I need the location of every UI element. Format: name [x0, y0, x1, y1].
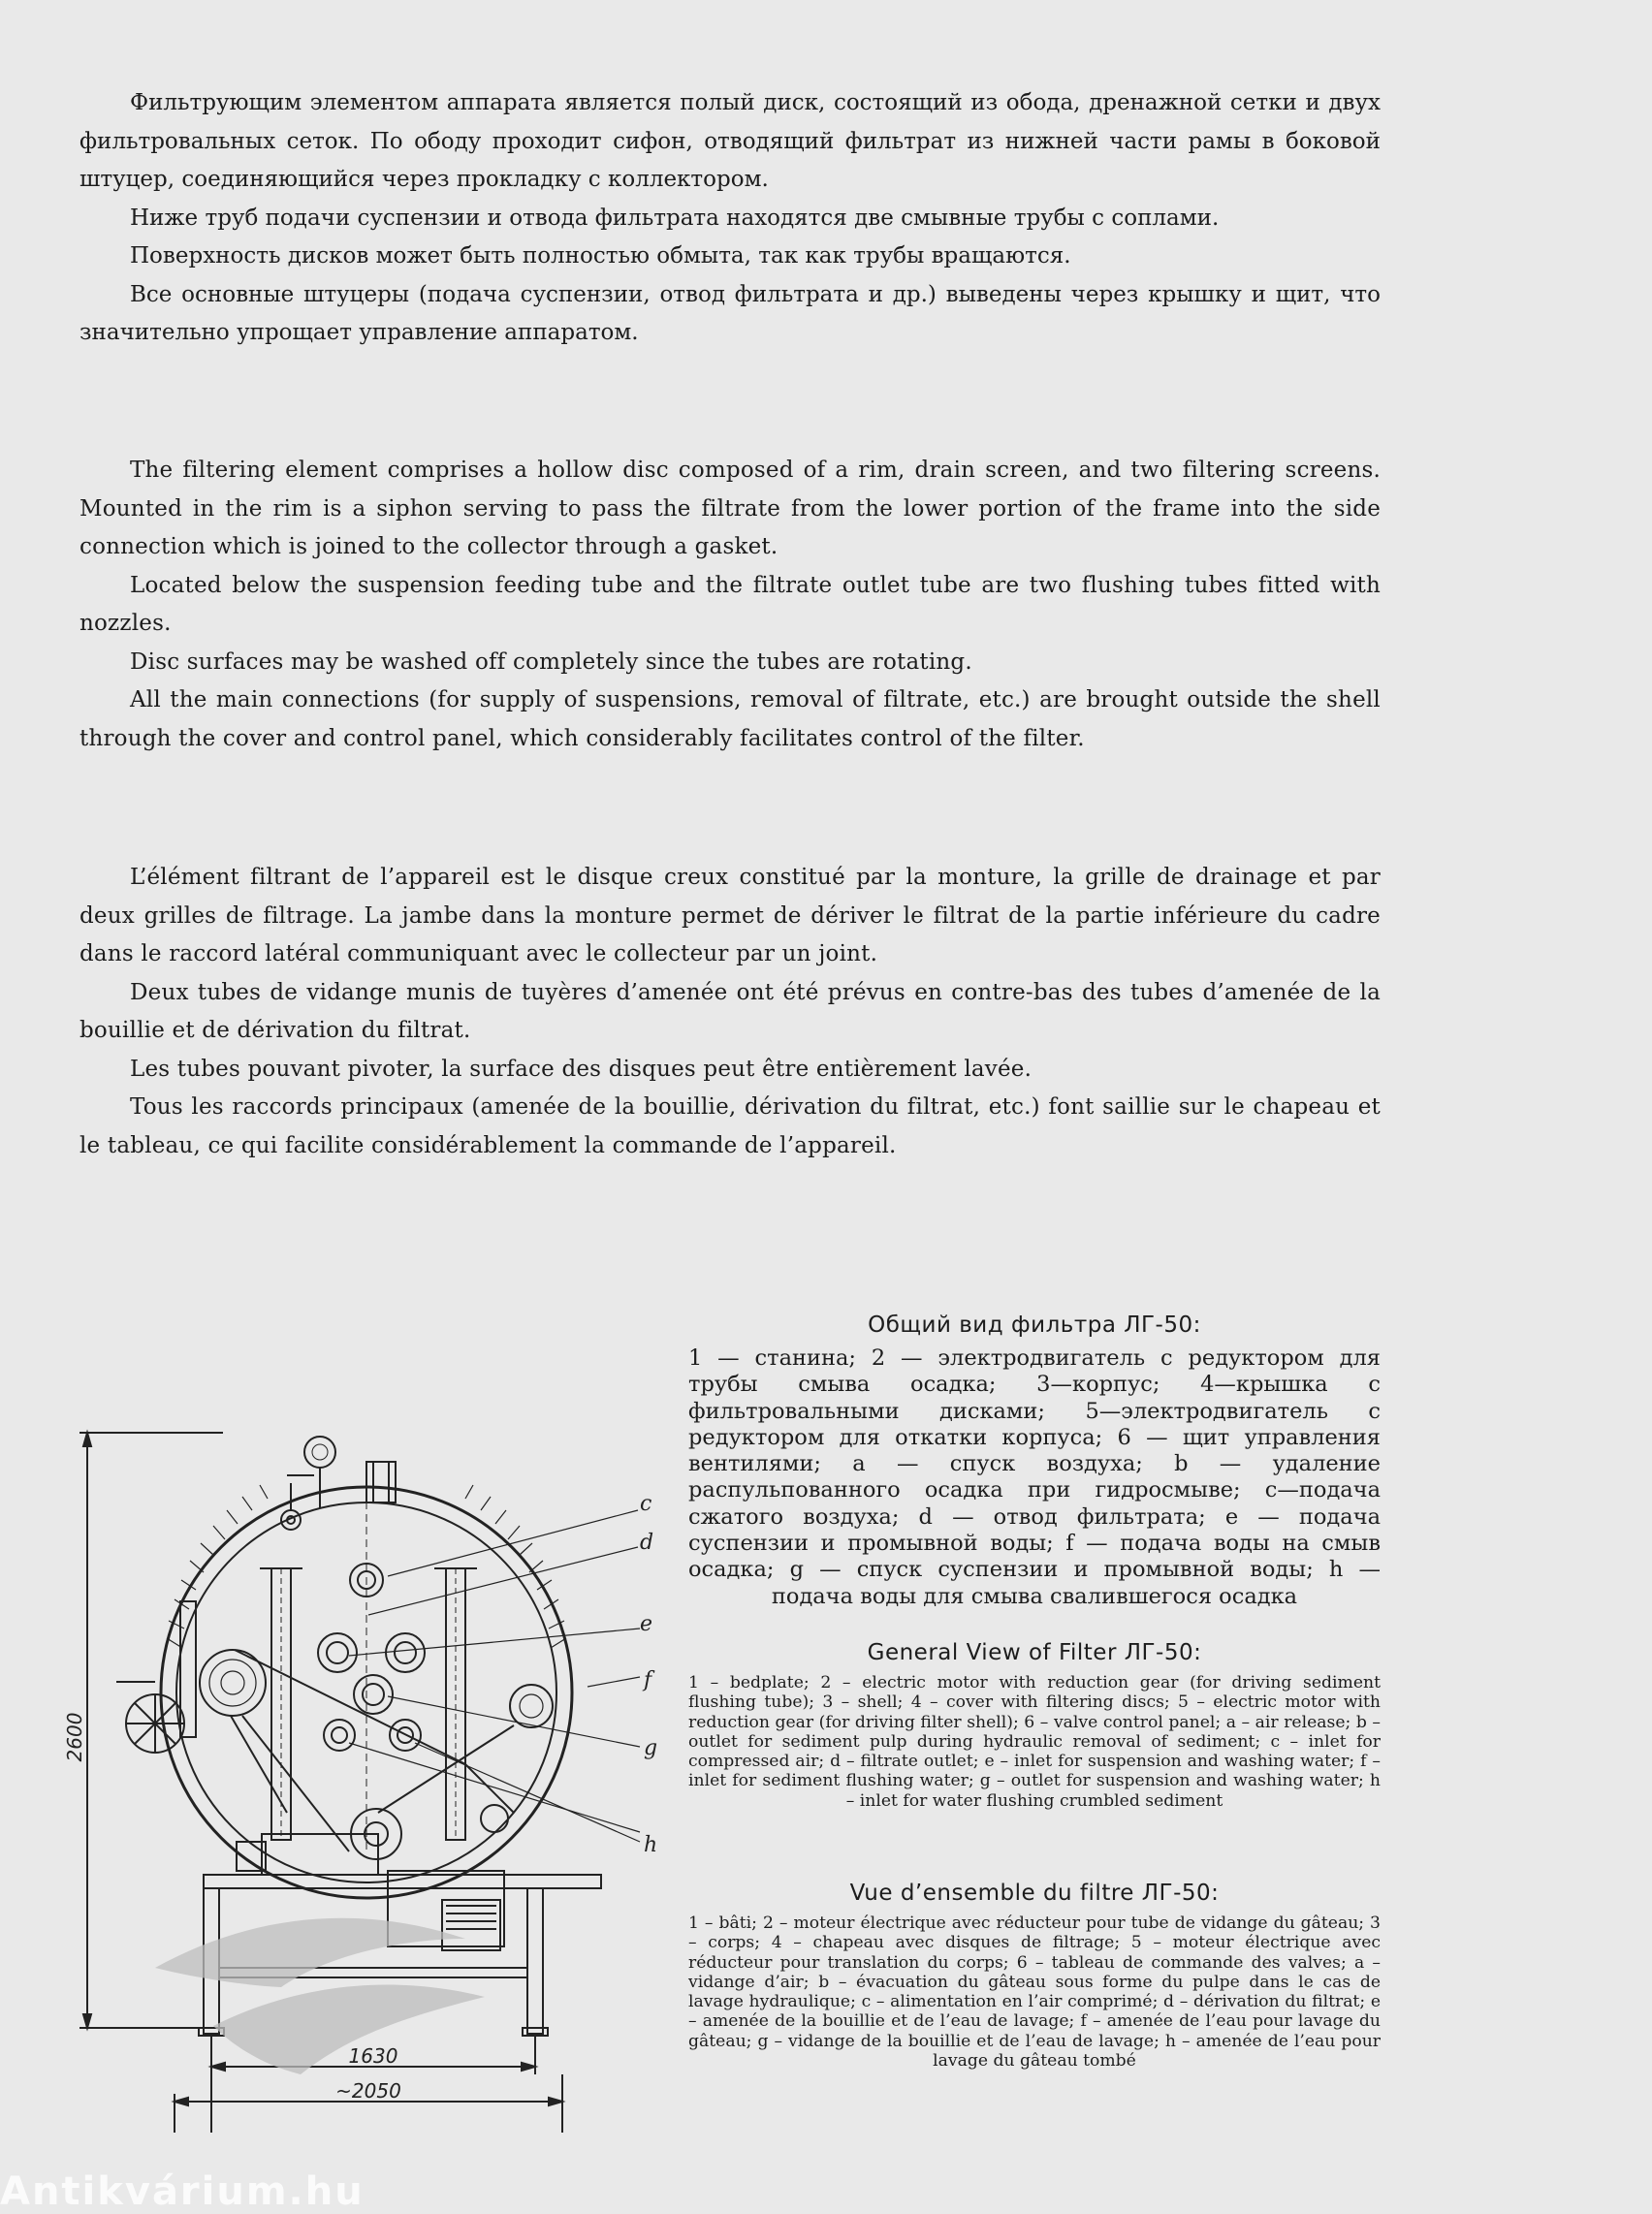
dimension-height: 2600	[63, 1712, 86, 1762]
paragraph: Все основные штуцеры (подача суспензии, отвод фильтрата и др.) выведены через крышку и щит, что значительно упрощает управление аппаратом.	[79, 281, 1381, 345]
nozzle-g-left	[324, 1720, 355, 1751]
filter-technical-drawing	[58, 1396, 679, 2133]
caption-title: Общий вид фильтра ЛГ-50:	[868, 1313, 1201, 1338]
watermark: Antikvárium.hu	[0, 2169, 365, 2214]
caption-body: 1 — станина; 2 — электродвигатель с редуктором для трубы смыва осадка; 3—корпус; 4—крышка с фильтровальными дисками; 5—электродвигатель с редуктором для откатки корпуса; 6 — щит управления вентилями; a — спуск воздуха; b — удаление распульпованного осадка при гидросмыве; c—подача сжатого воздуха; d — отвод фильтрата; e — подача суспензии и промывной воды; f — подача воды на смыв осадка; g — спуск суспензии и промывной воды; h — подача воды для смыва свалившегося осадка	[688, 1345, 1381, 1609]
caption-french	[688, 1881, 1381, 2071]
paragraph: Disc surfaces may be washed off completely since the tubes are rotating.	[130, 648, 972, 675]
nozzle-f	[354, 1675, 393, 1714]
caption-russian	[688, 1313, 1381, 1610]
french-text-block	[79, 859, 1381, 1165]
label-e: e	[640, 1612, 653, 1636]
paragraph: All the main connections (for supply of suspensions, removal of filtrate, etc.) are brought outside the shell through the cover and control panel, which considerably facilitates control of the filter.	[79, 687, 1381, 751]
label-g: g	[644, 1736, 658, 1760]
nozzle-e-right	[386, 1633, 425, 1672]
frame-leg-right	[527, 1888, 543, 2034]
paragraph: Les tubes pouvant pivoter, la surface des disques peut être entièrement lavée.	[130, 1056, 1032, 1082]
caption-title: General View of Filter ЛГ-50:	[867, 1640, 1202, 1665]
top-flange	[366, 1462, 396, 1502]
label-d: d	[640, 1531, 654, 1555]
label-c: c	[640, 1492, 652, 1516]
paragraph: Deux tubes de vidange munis de tuyères d’amenée ont été prévus en contre-bas des tubes d’amenée de la bouillie et de dérivation du filtrat.	[79, 979, 1381, 1043]
dimension-inner-width: 1630	[348, 2044, 398, 2068]
caption-body: 1 – bâti; 2 – moteur électrique avec réducteur pour tube de vidange du gâteau; 3 – corps; 4 – chapeau avec disques de filtrage; 5 – moteur électrique avec réducteur pour translation du corps; 6 – tableau de commande des valves; a – vidange d’air; b – évacuation du gâteau sous forme du pulpe dans le cas de lavage hydraulique; c – alimentation en l’air comprimé; d – dérivation du filtrat; e – amenée de la bouillie et de l’eau de lavage; f – amenée de l’eau pour lavage du gâteau; g – vidange de la bouillie et de l’eau de lavage; h – amenée de l’eau pour lavage du gâteau tombé	[688, 1914, 1381, 2072]
bedplate	[204, 1875, 601, 1888]
caption-english	[688, 1640, 1381, 1811]
paragraph: Фильтрующим элементом аппарата является полый диск, состоящий из обода, дренажной сетки и двух фильтровальных сеток. По ободу проходит сифон, отводящий фильтрат из нижней части рамы в боковой штуцер, соединяющийся через прокладку с коллектором.	[79, 90, 1381, 192]
caption-title: Vue d’ensemble du filtre ЛГ-50:	[849, 1881, 1220, 1906]
paragraph: Tous les raccords principaux (amenée de la bouillie, dérivation du filtrat, etc.) font saillie sur le chapeau et le tableau, ce qui facilite considérablement la commande de l’appareil.	[79, 1094, 1381, 1158]
english-text-block	[79, 452, 1381, 758]
label-f: f	[644, 1668, 652, 1692]
dimension-outer-width: ~2050	[335, 2079, 401, 2103]
pressure-gauge	[304, 1437, 335, 1468]
paragraph: L’élément filtrant de l’appareil est le disque creux constitué par la monture, la grille de drainage et par deux grilles de filtrage. La jambe dans la monture permet de dériver le filtrat de la partie inférieure du cadre dans le raccord latéral communiquant avec le collecteur par un joint.	[79, 865, 1381, 966]
nozzle-e-left	[318, 1633, 357, 1672]
label-h: h	[644, 1833, 658, 1857]
paragraph: The filtering element comprises a hollow disc composed of a rim, drain screen, and two filtering screens. Mounted in the rim is a siphon serving to pass the filtrate from the lower portion of the frame into the side connection which is joined to the collector through a gasket.	[79, 458, 1381, 559]
paragraph: Ниже труб подачи суспензии и отвода фильтрата находятся две смывные трубы с соплами.	[130, 205, 1220, 231]
right-drum	[510, 1685, 553, 1727]
paragraph: Located below the suspension feeding tube and the filtrate outlet tube are two flushing tubes fitted with nozzles.	[79, 572, 1381, 636]
paragraph: Поверхность дисков может быть полностью обмыта, так как трубы вращаются.	[130, 243, 1071, 269]
caption-body: 1 – bedplate; 2 – electric motor with reduction gear (for driving sediment flushing tube); 3 – shell; 4 – cover with filtering discs; 5 – electric motor with reduction gear (for driving filter shell); 6 – valve control panel; a – air release; b – outlet for sediment pulp during hydraulic removal of sediment; c – inlet for compressed air; d – filtrate outlet; e – inlet for suspension and washing water; f – inlet for sediment flushing water; g – outlet for suspension and washing water; h – inlet for water flushing crumbled sediment	[688, 1673, 1381, 1811]
russian-text-block	[79, 84, 1381, 353]
